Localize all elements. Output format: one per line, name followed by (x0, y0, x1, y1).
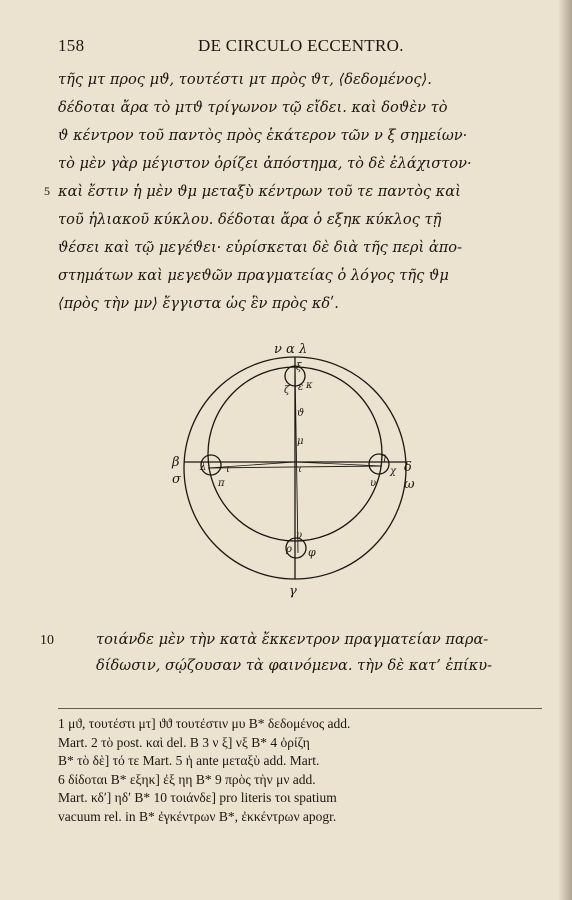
label-tau: τ (297, 464, 303, 475)
label-iota: ι (226, 464, 230, 475)
page-number: 158 (58, 36, 85, 55)
label-chi: χ (390, 466, 397, 477)
apparatus-line-1: 1 μϑ, τουτέστι μτ] ϑϑ τουτέστιν μυ B* δεδομένος add. (58, 716, 351, 731)
label-gamma: γ (289, 584, 297, 599)
critical-apparatus (58, 708, 542, 826)
apparatus-line-6: vacuum rel. in B* ἐγκέντρων B*, ἐκκέντρων apogr. (58, 808, 337, 824)
label-sigma: σ (172, 472, 181, 487)
label-mu: μ (297, 436, 304, 447)
label-kappa: κ (306, 380, 313, 391)
label-delta: δ (404, 460, 412, 475)
apparatus-line-4: 6 δίδοται B* εξηκ] ἐξ ηη B* 9 πρὸς τὴν μν add. (58, 771, 316, 787)
page-edge-shadow (558, 0, 572, 900)
line-number-10: 10 (40, 633, 54, 648)
label-omega: ω (404, 477, 415, 492)
label-top: ν α λ (274, 342, 308, 357)
label-phi: φ (308, 546, 316, 559)
label-xi: ξ (296, 362, 302, 373)
text-line-2: δέδοται ἄρα τὸ μτϑ τρίγωνον τῷ εἴδει. καὶ δοϑὲν τὸ (58, 99, 448, 116)
text-line-1: τῆς μτ προς μϑ, τουτέστι μτ πρὸς ϑτ, ⟨δεδομένος⟩. (58, 71, 432, 88)
label-theta: ϑ (297, 408, 305, 419)
text-line-3: ϑ κέντρον τοῦ παντὸς πρὸς ἑκάτερον τῶν ν ξ σημείων· (58, 127, 468, 144)
label-lambda: λ (200, 462, 207, 473)
text-line-4: τὸ μὲν γὰρ μέγιστον ὁρίζει ἀπόστημα, τὸ δὲ ἐλάχιστον· (58, 155, 472, 172)
label-rho: ρ (286, 544, 292, 555)
apparatus-line-2: Mart. 2 τὸ post. καὶ del. B 3 ν ξ] νξ B* 4 ὁρίζη (58, 734, 310, 750)
text-line-11: δίδωσιν, σῴζουσαν τὰ φαινόμενα. τὴν δὲ κατ’ ἐπίκυ- (96, 657, 493, 674)
label-upsilon: υ (296, 530, 303, 541)
label-zeta: ζ (284, 385, 290, 396)
apparatus-line-5: Mart. κδʹ] ηδʹ B* 10 τοιάνδε] pro literis τοι spatium (58, 790, 337, 805)
text-line-6: τοῦ ἡλιακοῦ κύκλου. δέδοται ἄρα ὁ εξηκ κύκλος τῇ (58, 211, 442, 228)
label-upsilon-right: υ (370, 478, 377, 489)
label-eta: η (380, 452, 386, 463)
text-line-10: τοιάνδε μὲν τὴν κατὰ ἔκκεντρον πραγματείαν παρα- (96, 631, 489, 648)
label-pi: π (218, 478, 225, 489)
text-line-8: στημάτων καὶ μεγεϑῶν πραγματείας ὁ λόγος τῆς ϑμ (58, 267, 449, 284)
label-epsilon: ε (298, 382, 304, 393)
page-header (58, 36, 528, 60)
text-line-5: καὶ ἔστιν ἡ μὲν ϑμ μεταξὺ κέντρων τοῦ τε παντὸς καὶ (58, 183, 461, 200)
label-beta: β (172, 455, 180, 470)
eccentric-circle-diagram (160, 338, 430, 600)
text-line-9: ⟨πρὸς τὴν μν⟩ ἔγγιστα ὡς ἓν πρὸς κδʹ. (58, 295, 339, 312)
running-title: DE CIRCULO ECCENTRO. (198, 36, 404, 55)
line-number-5: 5 (44, 184, 50, 198)
epicycle-right (369, 454, 389, 474)
apparatus-line-3: B* τὸ δὲ] τό τε Mart. 5 ἡ ante μεταξὺ add. Mart. (58, 753, 320, 768)
text-line-7: ϑέσει καὶ τῷ μεγέϑει· εὑρίσκεται δὲ διὰ τῆς περὶ ἀπο- (58, 239, 463, 256)
